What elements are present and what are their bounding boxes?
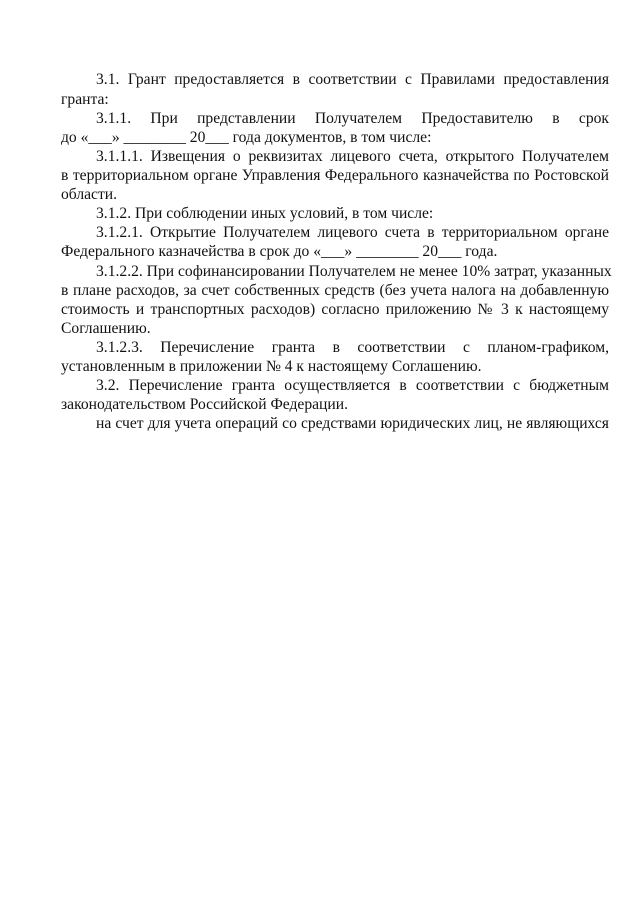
paragraph-line: 3.1.1.1. Извещения о реквизитах лицевого счета, открытого Получателем xyxy=(96,148,609,165)
paragraph-line: стоимость и транспортных расходов) согласно приложению № 3 к настоящему xyxy=(61,301,609,318)
paragraph-line: законодательством Российской Федерации. xyxy=(61,396,348,413)
paragraph-line: 3.2. Перечисление гранта осуществляется в соответствии с бюджетным xyxy=(96,377,609,394)
paragraph-line: Федерального казначейства в срок до «___» ________ 20___ года. xyxy=(61,243,498,260)
paragraph-line: на счет для учета операций со средствами юридических лиц, не являющихся xyxy=(96,415,609,432)
paragraph-line: до «___» ________ 20___ года документов, в том числе: xyxy=(61,129,432,146)
paragraph-line: 3.1.1. При представлении Получателем Предоставителю в срок xyxy=(96,110,609,127)
paragraph-line: 3.1.2.3. Перечисление гранта в соответствии с планом-графиком, xyxy=(96,339,609,356)
paragraph-line: 3.1.2.2. При софинансировании Получателем не менее 10% затрат, указанных xyxy=(96,263,612,280)
paragraph-line: 3.1. Грант предоставляется в соответствии с Правилами предоставления xyxy=(96,71,609,88)
paragraph-line: Соглашению. xyxy=(61,320,151,337)
paragraph-line: 3.1.2.1. Открытие Получателем лицевого счета в территориальном органе xyxy=(96,224,609,241)
paragraph-line: в плане расходов, за счет собственных средств (без учета налога на добавленную xyxy=(61,282,609,299)
paragraph-line: установленным в приложении № 4 к настоящему Соглашению. xyxy=(61,358,482,375)
paragraph-line: в территориальном органе Управления Федерального казначейства по Ростовской xyxy=(61,167,609,184)
paragraph-line: 3.1.2. При соблюдении иных условий, в том числе: xyxy=(96,205,434,222)
paragraph-line: гранта: xyxy=(61,91,109,108)
paragraph-line: области. xyxy=(61,186,118,203)
